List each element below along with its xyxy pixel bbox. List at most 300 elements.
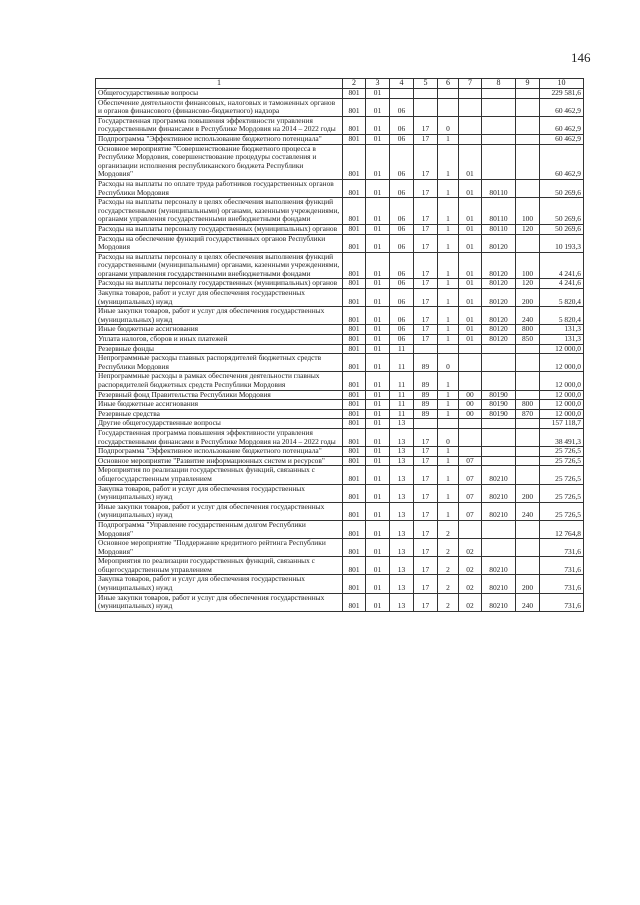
cell-program-code: 17 xyxy=(414,557,438,575)
cell-direction-code: 80210 xyxy=(482,557,516,575)
cell-subsection-code: 13 xyxy=(390,466,414,484)
cell-expense-type-code xyxy=(516,557,540,575)
cell-subsection-code: 11 xyxy=(390,372,414,390)
cell-direction-code: 80120 xyxy=(482,325,516,335)
cell-direction-code: 80190 xyxy=(482,409,516,419)
table-row xyxy=(96,279,584,289)
cell-ministry-code: 801 xyxy=(343,224,366,234)
cell-event-code: 02 xyxy=(459,539,482,557)
cell-program-code: 17 xyxy=(414,279,438,289)
cell-row-name: Расходы на выплаты по оплате труда работников государственных органов Республики Мордовия xyxy=(96,179,343,197)
cell-subsection-code: 11 xyxy=(390,390,414,400)
cell-program-code: 17 xyxy=(414,575,438,593)
table-row xyxy=(96,593,584,611)
cell-subprogram-code: 2 xyxy=(438,539,459,557)
cell-section-code: 01 xyxy=(366,409,390,419)
cell-row-name: Расходы на выплаты персоналу государственных (муниципальных) органов xyxy=(96,279,343,289)
cell-program-code: 17 xyxy=(414,144,438,179)
cell-section-code: 01 xyxy=(366,593,390,611)
cell-ministry-code: 801 xyxy=(343,198,366,225)
cell-amount: 12 764,8 xyxy=(540,520,584,538)
cell-amount: 731,6 xyxy=(540,593,584,611)
cell-row-name: Другие общегосударственные вопросы xyxy=(96,419,343,429)
cell-subprogram-code: 1 xyxy=(438,279,459,289)
cell-ministry-code: 801 xyxy=(343,116,366,134)
table-row xyxy=(96,419,584,429)
cell-direction-code: 80210 xyxy=(482,575,516,593)
cell-section-code: 01 xyxy=(366,419,390,429)
cell-program-code: 17 xyxy=(414,224,438,234)
cell-amount: 4 241,6 xyxy=(540,279,584,289)
cell-expense-type-code xyxy=(516,234,540,252)
table-row xyxy=(96,354,584,372)
cell-row-name: Иные закупки товаров, работ и услуг для обеспечения государственных (муниципальных) нужд xyxy=(96,307,343,325)
cell-direction-code xyxy=(482,89,516,99)
cell-subsection-code: 13 xyxy=(390,557,414,575)
table-row xyxy=(96,134,584,144)
cell-event-code: 01 xyxy=(459,289,482,307)
cell-amount: 50 269,6 xyxy=(540,198,584,225)
cell-section-code: 01 xyxy=(366,307,390,325)
column-header-4: 4 xyxy=(390,79,414,89)
cell-subprogram-code: 1 xyxy=(438,466,459,484)
cell-amount: 60 462,9 xyxy=(540,116,584,134)
cell-expense-type-code: 100 xyxy=(516,198,540,225)
cell-subprogram-code: 1 xyxy=(438,484,459,502)
cell-expense-type-code: 800 xyxy=(516,400,540,410)
cell-row-name: Иные закупки товаров, работ и услуг для обеспечения государственных (муниципальных) нужд xyxy=(96,593,343,611)
cell-amount: 731,6 xyxy=(540,575,584,593)
cell-row-name: Основное мероприятие "Совершенствование бюджетного процесса в Республике Мордовия, совершенствование процедуры составления и организации исполнения республиканского бюджета Республики Мордовия" xyxy=(96,144,343,179)
cell-expense-type-code xyxy=(516,116,540,134)
cell-program-code: 17 xyxy=(414,539,438,557)
cell-subprogram-code xyxy=(438,419,459,429)
cell-direction-code xyxy=(482,428,516,446)
cell-ministry-code: 801 xyxy=(343,144,366,179)
cell-section-code: 01 xyxy=(366,520,390,538)
cell-ministry-code: 801 xyxy=(343,502,366,520)
cell-subprogram-code: 1 xyxy=(438,234,459,252)
cell-program-code xyxy=(414,89,438,99)
cell-amount: 131,3 xyxy=(540,335,584,345)
cell-row-name: Уплата налогов, сборов и иных платежей xyxy=(96,335,343,345)
table-row xyxy=(96,335,584,345)
cell-subprogram-code: 1 xyxy=(438,224,459,234)
column-header-10: 10 xyxy=(540,79,584,89)
cell-direction-code xyxy=(482,144,516,179)
cell-program-code: 17 xyxy=(414,447,438,457)
page-number: 146 xyxy=(571,50,591,65)
cell-direction-code: 80120 xyxy=(482,307,516,325)
cell-row-name: Резервные фонды xyxy=(96,344,343,354)
cell-subsection-code: 06 xyxy=(390,335,414,345)
cell-amount: 229 581,6 xyxy=(540,89,584,99)
table-row xyxy=(96,539,584,557)
cell-direction-code: 80210 xyxy=(482,484,516,502)
cell-subprogram-code: 2 xyxy=(438,520,459,538)
column-header-7: 7 xyxy=(459,79,482,89)
cell-expense-type-code xyxy=(516,179,540,197)
cell-section-code: 01 xyxy=(366,279,390,289)
cell-section-code: 01 xyxy=(366,390,390,400)
cell-amount: 25 726,5 xyxy=(540,447,584,457)
table-row xyxy=(96,409,584,419)
cell-expense-type-code: 100 xyxy=(516,252,540,279)
cell-ministry-code: 801 xyxy=(343,234,366,252)
cell-section-code: 01 xyxy=(366,98,390,116)
cell-subprogram-code xyxy=(438,344,459,354)
cell-expense-type-code xyxy=(516,144,540,179)
cell-event-code: 01 xyxy=(459,198,482,225)
table-row xyxy=(96,502,584,520)
cell-section-code: 01 xyxy=(366,372,390,390)
cell-program-code: 17 xyxy=(414,307,438,325)
table-row xyxy=(96,224,584,234)
cell-expense-type-code: 240 xyxy=(516,307,540,325)
cell-event-code: 01 xyxy=(459,144,482,179)
cell-expense-type-code: 120 xyxy=(516,279,540,289)
cell-amount: 10 193,3 xyxy=(540,234,584,252)
cell-subprogram-code: 1 xyxy=(438,372,459,390)
table-row xyxy=(96,575,584,593)
cell-row-name: Закупка товаров, работ и услуг для обеспечения государственных (муниципальных) нужд xyxy=(96,289,343,307)
cell-expense-type-code: 800 xyxy=(516,325,540,335)
table-row xyxy=(96,447,584,457)
cell-subprogram-code: 0 xyxy=(438,428,459,446)
cell-event-code: 02 xyxy=(459,575,482,593)
cell-program-code: 17 xyxy=(414,484,438,502)
cell-row-name: Иные бюджетные ассигнования xyxy=(96,325,343,335)
cell-event-code: 07 xyxy=(459,502,482,520)
cell-subsection-code xyxy=(390,89,414,99)
column-header-2: 2 xyxy=(343,79,366,89)
cell-ministry-code: 801 xyxy=(343,409,366,419)
cell-row-name: Государственная программа повышения эффективности управления государственными финансами в Республике Мордовия на 2014 – 2022 годы xyxy=(96,428,343,446)
cell-event-code: 00 xyxy=(459,409,482,419)
cell-subprogram-code: 1 xyxy=(438,307,459,325)
cell-program-code: 17 xyxy=(414,502,438,520)
cell-row-name: Резервные средства xyxy=(96,409,343,419)
cell-event-code xyxy=(459,372,482,390)
cell-subprogram-code: 1 xyxy=(438,144,459,179)
cell-amount: 731,6 xyxy=(540,539,584,557)
cell-subsection-code: 13 xyxy=(390,428,414,446)
cell-section-code: 01 xyxy=(366,344,390,354)
table-row xyxy=(96,116,584,134)
table-row xyxy=(96,557,584,575)
cell-row-name: Иные бюджетные ассигнования xyxy=(96,400,343,410)
cell-event-code: 01 xyxy=(459,325,482,335)
table-row xyxy=(96,234,584,252)
cell-subsection-code: 13 xyxy=(390,520,414,538)
cell-event-code xyxy=(459,354,482,372)
cell-row-name: Расходы на выплаты персоналу государственных (муниципальных) органов xyxy=(96,224,343,234)
cell-amount: 157 118,7 xyxy=(540,419,584,429)
cell-section-code: 01 xyxy=(366,198,390,225)
cell-ministry-code: 801 xyxy=(343,279,366,289)
cell-ministry-code: 801 xyxy=(343,372,366,390)
cell-direction-code: 80120 xyxy=(482,252,516,279)
cell-direction-code: 80110 xyxy=(482,198,516,225)
cell-amount: 12 000,0 xyxy=(540,409,584,419)
cell-amount: 12 000,0 xyxy=(540,400,584,410)
cell-program-code: 17 xyxy=(414,289,438,307)
cell-program-code: 89 xyxy=(414,409,438,419)
cell-amount: 60 462,9 xyxy=(540,98,584,116)
cell-ministry-code: 801 xyxy=(343,390,366,400)
table-row xyxy=(96,484,584,502)
cell-section-code: 01 xyxy=(366,335,390,345)
table-row xyxy=(96,428,584,446)
cell-program-code: 17 xyxy=(414,466,438,484)
cell-expense-type-code xyxy=(516,372,540,390)
cell-section-code: 01 xyxy=(366,400,390,410)
cell-subprogram-code: 0 xyxy=(438,116,459,134)
cell-expense-type-code xyxy=(516,520,540,538)
cell-direction-code: 80190 xyxy=(482,400,516,410)
cell-ministry-code: 801 xyxy=(343,466,366,484)
cell-event-code xyxy=(459,134,482,144)
cell-expense-type-code xyxy=(516,134,540,144)
cell-subprogram-code: 1 xyxy=(438,335,459,345)
column-header-3: 3 xyxy=(366,79,390,89)
cell-ministry-code: 801 xyxy=(343,447,366,457)
cell-ministry-code: 801 xyxy=(343,428,366,446)
cell-section-code: 01 xyxy=(366,502,390,520)
cell-amount: 12 000,0 xyxy=(540,372,584,390)
cell-expense-type-code xyxy=(516,89,540,99)
cell-direction-code xyxy=(482,116,516,134)
cell-amount: 5 820,4 xyxy=(540,289,584,307)
cell-direction-code: 80110 xyxy=(482,224,516,234)
table-row xyxy=(96,372,584,390)
cell-subprogram-code: 1 xyxy=(438,325,459,335)
cell-direction-code xyxy=(482,134,516,144)
cell-amount: 25 726,5 xyxy=(540,466,584,484)
cell-direction-code: 80120 xyxy=(482,234,516,252)
cell-event-code: 01 xyxy=(459,335,482,345)
cell-amount: 12 000,0 xyxy=(540,344,584,354)
cell-section-code: 01 xyxy=(366,289,390,307)
cell-subprogram-code xyxy=(438,89,459,99)
cell-subprogram-code: 2 xyxy=(438,593,459,611)
cell-amount: 12 000,0 xyxy=(540,354,584,372)
cell-subsection-code: 11 xyxy=(390,409,414,419)
cell-direction-code: 80120 xyxy=(482,335,516,345)
column-header-6: 6 xyxy=(438,79,459,89)
table-row xyxy=(96,252,584,279)
cell-amount: 25 726,5 xyxy=(540,484,584,502)
cell-row-name: Обеспечение деятельности финансовых, налоговых и таможенных органов и органов финансового (финансово-бюджетного) надзора xyxy=(96,98,343,116)
cell-expense-type-code xyxy=(516,419,540,429)
cell-subsection-code: 11 xyxy=(390,354,414,372)
cell-expense-type-code: 200 xyxy=(516,484,540,502)
cell-section-code: 01 xyxy=(366,575,390,593)
cell-event-code xyxy=(459,428,482,446)
cell-subsection-code: 11 xyxy=(390,344,414,354)
cell-program-code: 17 xyxy=(414,520,438,538)
cell-event-code xyxy=(459,447,482,457)
cell-subsection-code: 13 xyxy=(390,484,414,502)
cell-subsection-code: 13 xyxy=(390,539,414,557)
cell-ministry-code: 801 xyxy=(343,179,366,197)
cell-subsection-code: 06 xyxy=(390,252,414,279)
cell-direction-code: 80210 xyxy=(482,502,516,520)
cell-section-code: 01 xyxy=(366,179,390,197)
cell-subsection-code: 06 xyxy=(390,307,414,325)
cell-program-code: 17 xyxy=(414,116,438,134)
cell-expense-type-code xyxy=(516,98,540,116)
cell-ministry-code: 801 xyxy=(343,593,366,611)
cell-expense-type-code xyxy=(516,539,540,557)
cell-amount: 731,6 xyxy=(540,557,584,575)
cell-row-name: Основное мероприятие "Поддержание кредитного рейтинга Республики Мордовия" xyxy=(96,539,343,557)
cell-program-code: 89 xyxy=(414,400,438,410)
cell-section-code: 01 xyxy=(366,354,390,372)
cell-ministry-code: 801 xyxy=(343,456,366,466)
cell-event-code: 01 xyxy=(459,234,482,252)
cell-row-name: Основное мероприятие "Развитие информационных систем и ресурсов" xyxy=(96,456,343,466)
column-header-9: 9 xyxy=(516,79,540,89)
cell-subsection-code: 06 xyxy=(390,134,414,144)
cell-ministry-code: 801 xyxy=(343,344,366,354)
cell-amount: 50 269,6 xyxy=(540,179,584,197)
cell-program-code: 89 xyxy=(414,354,438,372)
cell-expense-type-code xyxy=(516,447,540,457)
cell-ministry-code: 801 xyxy=(343,575,366,593)
cell-program-code: 89 xyxy=(414,372,438,390)
cell-event-code xyxy=(459,344,482,354)
cell-subprogram-code: 1 xyxy=(438,502,459,520)
cell-subsection-code: 06 xyxy=(390,325,414,335)
cell-subsection-code: 13 xyxy=(390,456,414,466)
cell-direction-code: 80120 xyxy=(482,279,516,289)
cell-event-code: 01 xyxy=(459,279,482,289)
cell-subprogram-code: 1 xyxy=(438,447,459,457)
cell-event-code: 07 xyxy=(459,456,482,466)
cell-section-code: 01 xyxy=(366,144,390,179)
cell-amount: 25 726,5 xyxy=(540,502,584,520)
cell-event-code: 07 xyxy=(459,484,482,502)
cell-direction-code: 80190 xyxy=(482,390,516,400)
table-row xyxy=(96,466,584,484)
table-header-row xyxy=(96,79,584,89)
cell-amount: 38 491,3 xyxy=(540,428,584,446)
cell-ministry-code: 801 xyxy=(343,557,366,575)
column-header-8: 8 xyxy=(482,79,516,89)
cell-subprogram-code: 1 xyxy=(438,409,459,419)
cell-expense-type-code xyxy=(516,466,540,484)
cell-subprogram-code: 2 xyxy=(438,575,459,593)
cell-program-code: 17 xyxy=(414,325,438,335)
cell-subsection-code: 06 xyxy=(390,179,414,197)
cell-row-name: Мероприятия по реализации государственных функций, связанных с общегосударственным управлением xyxy=(96,466,343,484)
table-row xyxy=(96,307,584,325)
cell-section-code: 01 xyxy=(366,456,390,466)
cell-expense-type-code: 200 xyxy=(516,575,540,593)
table-row xyxy=(96,89,584,99)
cell-ministry-code: 801 xyxy=(343,98,366,116)
cell-subprogram-code: 0 xyxy=(438,354,459,372)
cell-expense-type-code: 120 xyxy=(516,224,540,234)
cell-expense-type-code xyxy=(516,456,540,466)
cell-direction-code xyxy=(482,354,516,372)
cell-program-code: 17 xyxy=(414,335,438,345)
cell-subsection-code: 06 xyxy=(390,224,414,234)
cell-event-code: 02 xyxy=(459,593,482,611)
cell-expense-type-code xyxy=(516,344,540,354)
cell-ministry-code: 801 xyxy=(343,484,366,502)
cell-section-code: 01 xyxy=(366,325,390,335)
cell-row-name: Иные закупки товаров, работ и услуг для обеспечения государственных (муниципальных) нужд xyxy=(96,502,343,520)
cell-direction-code: 80210 xyxy=(482,593,516,611)
table-row xyxy=(96,98,584,116)
cell-program-code: 17 xyxy=(414,198,438,225)
cell-ministry-code: 801 xyxy=(343,400,366,410)
cell-program-code xyxy=(414,344,438,354)
cell-program-code: 17 xyxy=(414,428,438,446)
cell-section-code: 01 xyxy=(366,557,390,575)
cell-program-code xyxy=(414,98,438,116)
cell-section-code: 01 xyxy=(366,447,390,457)
table-row xyxy=(96,390,584,400)
cell-section-code: 01 xyxy=(366,252,390,279)
cell-program-code: 17 xyxy=(414,252,438,279)
cell-row-name: Государственная программа повышения эффективности управления государственными финансами в Республике Мордовия на 2014 – 2022 годы xyxy=(96,116,343,134)
cell-subprogram-code: 1 xyxy=(438,390,459,400)
budget-table xyxy=(95,78,584,612)
cell-ministry-code: 801 xyxy=(343,289,366,307)
cell-amount: 4 241,6 xyxy=(540,252,584,279)
cell-amount: 131,3 xyxy=(540,325,584,335)
cell-direction-code: 80110 xyxy=(482,179,516,197)
cell-ministry-code: 801 xyxy=(343,89,366,99)
cell-amount: 25 726,5 xyxy=(540,456,584,466)
table-row xyxy=(96,179,584,197)
table-row xyxy=(96,198,584,225)
cell-event-code xyxy=(459,520,482,538)
cell-direction-code xyxy=(482,520,516,538)
cell-row-name: Резервный фонд Правительства Республики Мордовия xyxy=(96,390,343,400)
cell-event-code: 01 xyxy=(459,252,482,279)
cell-direction-code xyxy=(482,344,516,354)
cell-section-code: 01 xyxy=(366,234,390,252)
cell-subsection-code: 13 xyxy=(390,502,414,520)
cell-event-code xyxy=(459,419,482,429)
table-row xyxy=(96,325,584,335)
cell-event-code: 01 xyxy=(459,224,482,234)
table-row xyxy=(96,400,584,410)
cell-program-code: 17 xyxy=(414,179,438,197)
cell-section-code: 01 xyxy=(366,89,390,99)
cell-subprogram-code: 2 xyxy=(438,557,459,575)
cell-event-code: 07 xyxy=(459,466,482,484)
cell-program-code: 89 xyxy=(414,390,438,400)
cell-direction-code xyxy=(482,98,516,116)
cell-subsection-code: 06 xyxy=(390,289,414,307)
cell-subsection-code: 06 xyxy=(390,234,414,252)
cell-subsection-code: 13 xyxy=(390,447,414,457)
cell-section-code: 01 xyxy=(366,428,390,446)
cell-ministry-code: 801 xyxy=(343,539,366,557)
cell-direction-code xyxy=(482,539,516,557)
cell-section-code: 01 xyxy=(366,134,390,144)
cell-program-code: 17 xyxy=(414,234,438,252)
cell-row-name: Расходы на выплаты персоналу в целях обеспечения выполнения функций государственными (муниципальными) органами, казенными учреждениями, органами управления государственными внебюджетными фондами xyxy=(96,252,343,279)
cell-ministry-code: 801 xyxy=(343,134,366,144)
cell-row-name: Непрограммные расходы главных распорядителей бюджетных средств Республики Мордовия xyxy=(96,354,343,372)
cell-direction-code: 80210 xyxy=(482,466,516,484)
